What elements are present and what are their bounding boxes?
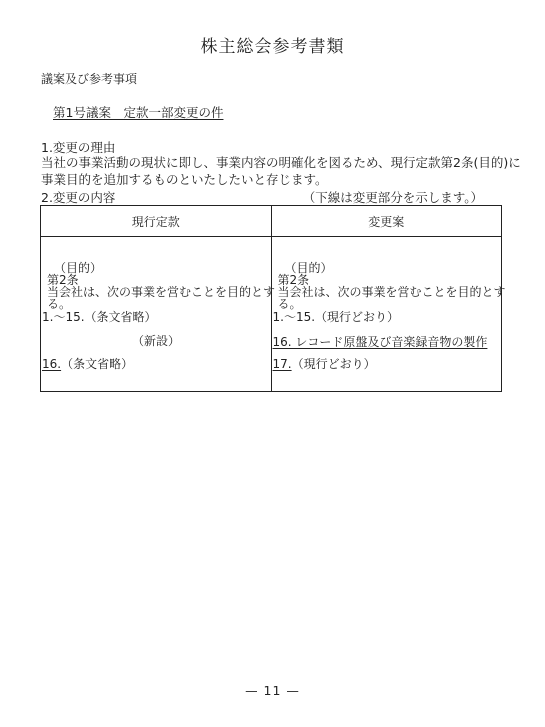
document-title: 株主総会参考書類	[200, 37, 345, 57]
current-purpose-label: （目的）	[54, 261, 103, 275]
section-heading: 議案及び参考事項	[41, 72, 138, 86]
proposed-item-17-number: 17.	[272, 357, 292, 371]
table-header-row	[41, 206, 502, 237]
reason-text-line-2: 事業目的を追加するものといたしたいと存じます。	[41, 172, 328, 187]
proposed-article-body-line-1: 当会社は、次の事業を営むことを目的とす	[277, 285, 506, 299]
current-article-body-line-2: る。	[47, 297, 72, 311]
current-item-16-text: （条文省略）	[61, 357, 134, 371]
current-article-body-line-1: 当会社は、次の事業を営むことを目的とす	[47, 285, 276, 299]
proposed-item-16-new: 16. レコード原盤及び音楽録音物の製作	[272, 335, 488, 349]
reason-text-line-1: 当社の事業活動の現状に即し、事業内容の明確化を図るため、現行定款第2条(目的)に	[41, 155, 521, 170]
current-new-marker: （新設）	[131, 334, 180, 348]
reason-heading: 1.変更の理由	[41, 140, 116, 155]
current-articles-cell	[41, 237, 276, 392]
proposed-purpose-label: （目的）	[284, 261, 333, 275]
current-article-number: 第2条	[47, 273, 79, 287]
proposed-article-number: 第2条	[277, 273, 310, 287]
column-header-current: 現行定款	[41, 206, 272, 237]
current-item-16-number: 16.	[42, 357, 62, 371]
content-heading: 2.変更の内容	[41, 190, 116, 205]
amendment-table	[40, 205, 506, 392]
current-item-1-15: 1.～15.（条文省略）	[42, 310, 157, 324]
proposed-item-17-text: （現行どおり）	[291, 357, 376, 371]
current-item-16	[42, 355, 133, 372]
table-row	[41, 237, 502, 392]
proposal-title: 第1号議案 定款一部変更の件	[53, 105, 224, 120]
underline-note: （下線は変更部分を示します。）	[302, 190, 483, 205]
proposed-articles-cell	[271, 237, 506, 392]
proposed-item-17	[273, 355, 376, 372]
proposed-article-body-line-2: る。	[277, 297, 302, 311]
page-number: — 11 —	[245, 683, 300, 698]
column-header-proposed: 変更案	[271, 206, 502, 237]
proposed-item-1-15: 1.～15.（現行どおり）	[272, 310, 400, 324]
